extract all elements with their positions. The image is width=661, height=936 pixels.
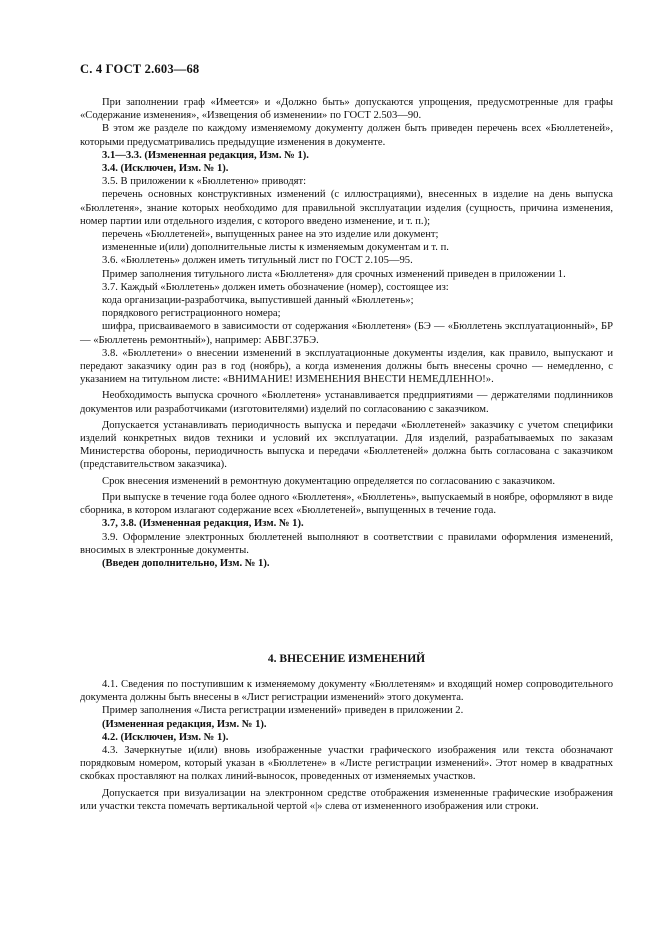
amendment-note: (Введен дополнительно, Изм. № 1). xyxy=(102,557,270,569)
paragraph: порядкового регистрационного номера; xyxy=(102,308,281,320)
clause-4-1: 4.1. Сведения по поступившим к изменяемому документу «Бюллетеням» и входящий номер сопроводительного документа должны быть внесены в «Лист регистрации изменений» этого документа. xyxy=(80,679,613,704)
paragraph: перечень основных конструктивных изменений (с иллюстрациями), внесенных в изделие на день выпуска «Бюллетеня», знание которых необходимо для правильной эксплуатации изделия (сущность, причина изменения, номер партии или отдельного изделия, с которого введено изменение, и т. п.); xyxy=(80,189,613,227)
clause-3-9: 3.9. Оформление электронных бюллетеней выполняют в соответствии с правилами оформления изменений, вносимых в электронные документы. xyxy=(80,531,613,556)
clause-3-8: 3.8. «Бюллетени» о внесении изменений в эксплуатационные документы изделия, как правило, выпускают и передают заказчику один раз в год (ноябрь), а когда изменения должны быть внесены срочно — немедленно, с указанием на титульном листе: «ВНИМАНИЕ! ИЗМЕНЕНИЯ ВНЕСТИ НЕМЕДЛЕННО!». xyxy=(80,347,613,386)
paragraph: шифра, присваиваемого в зависимости от содержания «Бюллетеня» (БЭ — «Бюллетень эксплуатационный», БР — «Бюллетень ремонтный»), например: АБВГ.37БЭ. xyxy=(80,321,613,346)
clause-4-3: 4.3. Зачеркнутые и(или) вновь изображенные участки графического изображения или текста обозначают порядковым номером, который указан в «Бюллетене» в «Листе регистрации изменений». Этот номер в квадратных скобках проставляют на полках линий-выносок, проведенных от изменяемых участков. xyxy=(80,745,613,783)
clause-3-6: 3.6. «Бюллетень» должен иметь титульный лист по ГОСТ 2.105—95. xyxy=(102,255,413,267)
paragraph: В этом же разделе по каждому изменяемому документу должен быть приведен перечень всех «Бюллетеней», которыми предусматривались предыдущие изменения в документе. xyxy=(80,123,613,148)
clause-3-5: 3.5. В приложении к «Бюллетеню» приводят: xyxy=(102,176,307,188)
amendment-note: 3.7, 3.8. (Измененная редакция, Изм. № 1). xyxy=(102,518,304,530)
page-header: С. 4 ГОСТ 2.603—68 xyxy=(80,62,200,76)
paragraph: кода организации-разработчика, выпустившей данный «Бюллетень»; xyxy=(102,295,414,307)
paragraph: Пример заполнения «Листа регистрации изменений» приведен в приложении 2. xyxy=(102,705,464,717)
section-3-continuation xyxy=(80,96,613,570)
paragraph: Срок внесения изменений в ремонтную документацию определяется по согласованию с заказчиком. xyxy=(102,475,555,487)
paragraph: При выпуске в течение года более одного «Бюллетеня», «Бюллетень», выпускаемый в ноябре, оформляют в виде сборника, в котором излагают содержание всех «Бюллетеней», выпущенных в течение года. xyxy=(80,491,613,517)
paragraph: Допускается при визуализации на электронном средстве отображения измененные графические изображения или участки текста помечать вертикальной чертой «|» слева от измененного изображения или строки. xyxy=(80,787,613,812)
amendment-note: 3.4. (Исключен, Изм. № 1). xyxy=(102,163,229,175)
paragraph: Пример заполнения титульного листа «Бюллетеня» для срочных изменений приведен в приложении 1. xyxy=(102,268,566,280)
paragraph: измененные и(или) дополнительные листы к изменяемым документам и т. п. xyxy=(102,242,449,254)
section-4-body xyxy=(80,678,613,813)
paragraph: Необходимость выпуска срочного «Бюллетеня» устанавливается предприятиями — держателями подлинников документов или разработчиками (изготовителями) изделий по согласованию с заказчиком. xyxy=(80,390,613,415)
paragraph: Допускается устанавливать периодичность выпуска и передачи «Бюллетеней» заказчику с учетом специфики изделий конкретных видов техники и условий их эксплуатации. Для изделий, разрабатываемых по заказам Министерства обороны, периодичность выпуска и передачи «Бюллетеней» должна быть согласована с заказчиком (представительством заказчика). xyxy=(80,419,613,471)
amendment-note: 4.2. (Исключен, Изм. № 1). xyxy=(102,731,229,743)
amendment-note: 3.1—3.3. (Измененная редакция, Изм. № 1). xyxy=(102,149,309,161)
paragraph: При заполнении граф «Имеется» и «Должно быть» допускаются упрощения, предусмотренные для графы «Содержание изменения», «Извещения об изменении» по ГОСТ 2.503—90. xyxy=(80,97,613,122)
clause-3-7: 3.7. Каждый «Бюллетень» должен иметь обозначение (номер), состоящее из: xyxy=(102,281,449,293)
section-4-title: 4. ВНЕСЕНИЕ ИЗМЕНЕНИЙ xyxy=(267,653,426,665)
amendment-note: (Измененная редакция, Изм. № 1). xyxy=(102,718,267,730)
paragraph: перечень «Бюллетеней», выпущенных ранее на это изделие или документ; xyxy=(102,229,439,241)
